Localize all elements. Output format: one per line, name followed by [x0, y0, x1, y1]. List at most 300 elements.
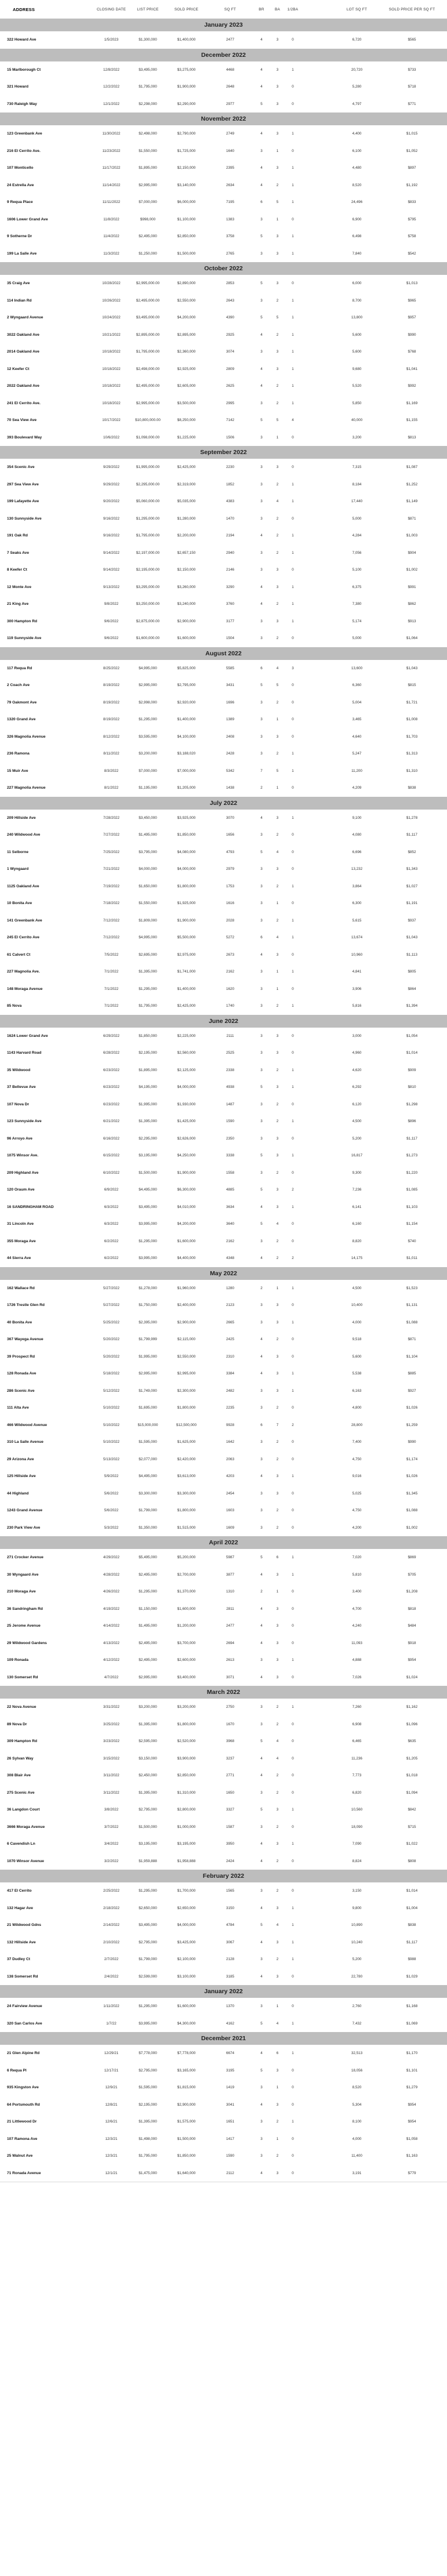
- cell-br: 5: [260, 683, 263, 688]
- cell-ba: 1: [276, 2136, 279, 2141]
- table-row: [0, 1199, 447, 1217]
- cell-closing-date: 7/12/2022: [103, 918, 119, 923]
- table-row: [0, 395, 447, 413]
- cell-closing-date: 5/3/2022: [104, 1525, 119, 1530]
- cell-ba: 2: [276, 1119, 279, 1124]
- cell-lot-sq-ft: 8,700: [352, 298, 362, 303]
- cell-sq-ft: 1616: [226, 901, 234, 906]
- cell-sold-price-per-sq-ft: $871: [408, 1337, 416, 1342]
- table-row: [0, 326, 447, 344]
- cell-closing-date: 8/19/2022: [103, 683, 119, 688]
- cell-sold-price-per-sq-ft: $990: [408, 332, 416, 337]
- cell-sold-price: $1,515,000: [177, 1525, 196, 1530]
- cell-sold-price: $2,550,000: [177, 1354, 196, 1359]
- table-row: [0, 1164, 447, 1182]
- cell-sq-ft: 2634: [226, 183, 234, 187]
- cell-half-ba: 0: [292, 217, 294, 222]
- cell-sq-ft: 2482: [226, 1388, 234, 1393]
- cell-sold-price: $1,310,000: [177, 1790, 196, 1795]
- cell-list-price: $1,795,000.00: [136, 534, 160, 538]
- cell-sold-price-per-sq-ft: $1,014: [406, 1051, 418, 1055]
- cell-lot-sq-ft: 20,720: [351, 67, 363, 72]
- cell-lot-sq-ft: 4,000: [352, 2136, 362, 2141]
- cell-sold-price: $3,195,000: [177, 1842, 196, 1846]
- cell-sq-ft: 4390: [226, 315, 234, 320]
- cell-sold-price-per-sq-ft: $740: [408, 1239, 416, 1243]
- cell-list-price: $2,595,000: [139, 1739, 157, 1744]
- cell-ba: 3: [276, 1606, 279, 1611]
- cell-sq-ft: 1470: [226, 516, 234, 521]
- cell-br: 3: [260, 2004, 263, 2009]
- table-row: [0, 459, 447, 477]
- cell-sold-price-per-sq-ft: $1,004: [406, 1906, 418, 1910]
- table-row: [0, 2165, 447, 2183]
- cell-sold-price: $1,741,000: [177, 970, 196, 974]
- cell-half-ba: 0: [292, 901, 294, 906]
- cell-sq-ft: 2940: [226, 550, 234, 555]
- cell-lot-sq-ft: 5,600: [352, 350, 362, 354]
- cell-lot-sq-ft: 4,284: [352, 534, 362, 538]
- cell-ba: 3: [276, 1188, 279, 1192]
- column-header-row: [0, 0, 447, 19]
- cell-br: 3: [260, 1508, 263, 1513]
- cell-address: 935 Kingston Ave: [7, 2085, 39, 2090]
- cell-closing-date: 4/26/2022: [103, 1590, 119, 1594]
- table-row: [0, 1096, 447, 1114]
- table-row: [0, 981, 447, 999]
- cell-sq-ft: 4885: [226, 1188, 234, 1192]
- cell-br: 3: [260, 251, 263, 256]
- table-row: [0, 125, 447, 143]
- cell-lot-sq-ft: 40,000: [351, 418, 363, 423]
- cell-br: 3: [260, 350, 263, 354]
- cell-sold-price-per-sq-ft: $810: [408, 1085, 416, 1090]
- cell-br: 3: [260, 499, 263, 504]
- cell-closing-date: 7/12/2022: [103, 935, 119, 940]
- cell-ba: 3: [276, 1303, 279, 1308]
- cell-sq-ft: 2424: [226, 1859, 234, 1863]
- cell-ba: 2: [276, 1170, 279, 1175]
- table-row: [0, 1233, 447, 1251]
- cell-sq-ft: 5585: [226, 666, 234, 670]
- cell-half-ba: 1: [292, 234, 294, 239]
- cell-ba: 2: [276, 1102, 279, 1106]
- cell-sq-ft: 1487: [226, 1102, 234, 1106]
- cell-closing-date: 11/11/2022: [102, 200, 121, 205]
- cell-ba: 3: [276, 85, 279, 89]
- cell-ba: 2: [276, 550, 279, 555]
- cell-br: 4: [260, 1940, 263, 1944]
- cell-address: 1075 Winsor Ave.: [7, 1153, 39, 1158]
- cell-ba: 3: [276, 568, 279, 572]
- cell-sold-price: $1,600,000: [177, 2004, 196, 2009]
- cell-sold-price: $2,360,000: [177, 350, 196, 354]
- cell-list-price: $1,809,000: [139, 918, 157, 923]
- cell-list-price: $2,298,000: [139, 101, 157, 106]
- cell-sold-price: $4,000,000: [177, 867, 196, 872]
- cell-br: 3: [260, 1303, 263, 1308]
- cell-list-price: $1,795,000: [139, 2154, 157, 2158]
- cell-list-price: $1,750,000: [139, 1303, 157, 1308]
- cell-closing-date: 3/15/2022: [103, 1756, 119, 1761]
- cell-address: 21 King Ave: [7, 602, 29, 607]
- cell-sq-ft: 2162: [226, 1239, 234, 1243]
- cell-lot-sq-ft: 8,100: [352, 2120, 362, 2124]
- cell-closing-date: 3/7/2022: [104, 1824, 119, 1829]
- cell-sq-ft: 2338: [226, 1068, 234, 1072]
- cell-sold-price: $5,035,000: [177, 499, 196, 504]
- cell-lot-sq-ft: 4,797: [352, 101, 362, 106]
- cell-address: 3666 Moraga Avenue: [7, 1824, 45, 1829]
- cell-br: 5: [260, 850, 263, 854]
- table-row: [0, 1853, 447, 1871]
- cell-address: 1606 Lower Grand Ave: [7, 217, 48, 222]
- cell-closing-date: 2/4/2022: [104, 1974, 119, 1979]
- cell-address: 300 Hampton Rd: [7, 619, 38, 623]
- cell-br: 3: [260, 918, 263, 923]
- cell-sq-ft: 2979: [226, 867, 234, 872]
- cell-sold-price-per-sq-ft: $1,205: [406, 1756, 418, 1761]
- cell-half-ba: 0: [292, 568, 294, 572]
- cell-sq-ft: 1419: [226, 2085, 234, 2090]
- cell-ba: 1: [276, 717, 279, 722]
- cell-lot-sq-ft: 4,888: [352, 1658, 362, 1663]
- cell-sold-price: $1,600,000: [177, 1606, 196, 1611]
- cell-closing-date: 10/26/2022: [102, 298, 121, 303]
- cell-br: 4: [260, 183, 263, 187]
- cell-br: 3: [260, 1320, 263, 1325]
- cell-br: 3: [260, 550, 263, 555]
- cell-br: 4: [260, 1606, 263, 1611]
- cell-half-ba: 1: [292, 619, 294, 623]
- cell-half-ba: 1: [292, 1119, 294, 1124]
- cell-br: 3: [260, 1004, 263, 1008]
- cell-half-ba: 0: [292, 1303, 294, 1308]
- cell-closing-date: 8/12/2022: [103, 734, 119, 739]
- cell-half-ba: 1: [292, 132, 294, 136]
- cell-lot-sq-ft: 10,560: [351, 1808, 363, 1812]
- cell-br: 3: [260, 1406, 263, 1410]
- cell-address: 61 Calvert Ct: [7, 952, 31, 957]
- cell-sold-price: $4,400,000: [177, 1256, 196, 1261]
- cell-br: 4: [260, 367, 263, 371]
- cell-ba: 6: [276, 2051, 279, 2056]
- cell-closing-date: 10/18/2022: [102, 384, 121, 389]
- cell-ba: 2: [276, 1440, 279, 1445]
- table-row: [0, 1297, 447, 1315]
- cell-closing-date: 3/4/2022: [104, 1842, 119, 1846]
- cell-lot-sq-ft: 10,960: [351, 952, 363, 957]
- table-row: [0, 1502, 447, 1520]
- table-row: [0, 1028, 447, 1046]
- cell-sq-ft: 2425: [226, 1337, 234, 1342]
- cell-half-ba: 0: [292, 850, 294, 854]
- cell-sq-ft: 3968: [226, 1739, 234, 1744]
- cell-sq-ft: 1670: [226, 1722, 234, 1726]
- cell-address: 230 Park View Ave: [7, 1525, 41, 1530]
- cell-lot-sq-ft: 8,820: [352, 1239, 362, 1243]
- cell-half-ba: 1: [292, 1153, 294, 1158]
- cell-closing-date: 6/3/2022: [104, 1222, 119, 1227]
- cell-list-price: $2,995,000: [139, 183, 157, 187]
- table-row: [0, 1767, 447, 1785]
- cell-br: 3: [260, 1722, 263, 1726]
- cell-sold-price-per-sq-ft: $869: [408, 1555, 416, 1560]
- cell-lot-sq-ft: 7,056: [352, 550, 362, 555]
- cell-half-ba: 0: [292, 1508, 294, 1513]
- cell-lot-sq-ft: 3,906: [352, 986, 362, 991]
- cell-closing-date: 6/16/2022: [103, 1136, 119, 1141]
- cell-list-price: $3,295,000.00: [136, 585, 160, 589]
- cell-br: 3: [260, 2085, 263, 2090]
- cell-address: 138 Somerset Rd: [7, 1974, 38, 1979]
- table-row: [0, 2015, 447, 2033]
- cell-sold-price: $2,520,000: [177, 1739, 196, 1744]
- cell-address: 123 Greenbank Ave: [7, 132, 42, 136]
- cell-lot-sq-ft: 7,773: [352, 1773, 362, 1778]
- month-header: October 2022: [0, 262, 447, 275]
- cell-list-price: $1,995,000: [139, 1102, 157, 1106]
- cell-half-ba: 0: [292, 1457, 294, 1461]
- cell-sold-price-per-sq-ft: $484: [408, 1624, 416, 1628]
- cell-closing-date: 10/21/2022: [102, 332, 121, 337]
- cell-br: 4: [260, 1624, 263, 1628]
- cell-sold-price-per-sq-ft: $715: [408, 1824, 416, 1829]
- cell-sq-ft: 3067: [226, 1940, 234, 1944]
- cell-sq-ft: 3237: [226, 1756, 234, 1761]
- cell-address: 85 Nova: [7, 1004, 22, 1008]
- cell-sold-price-per-sq-ft: $542: [408, 251, 416, 256]
- cell-br: 4: [260, 2171, 263, 2175]
- cell-ba: 3: [276, 1675, 279, 1679]
- cell-closing-date: 1/11/2022: [103, 2004, 119, 2009]
- cell-ba: 3: [276, 867, 279, 872]
- cell-ba: 3: [276, 101, 279, 106]
- cell-list-price: $1,295,000: [139, 2004, 157, 2009]
- cell-list-price: $2,195,000.00: [136, 568, 160, 572]
- cell-sq-ft: 3195: [226, 2068, 234, 2073]
- cell-sold-price-per-sq-ft: $1,273: [406, 1153, 418, 1158]
- cell-sold-price-per-sq-ft: $1,088: [406, 1508, 418, 1513]
- cell-br: 2: [260, 1590, 263, 1594]
- cell-lot-sq-ft: 11,200: [351, 768, 362, 773]
- cell-list-price: $2,795,000: [139, 2068, 157, 2073]
- cell-address: 275 Scenic Ave: [7, 1790, 35, 1795]
- cell-br: 4: [260, 1474, 263, 1479]
- cell-list-price: $5,495,000: [139, 1555, 157, 1560]
- cell-address: 9 Sotherne Dr: [7, 234, 32, 239]
- cell-half-ba: 1: [292, 499, 294, 504]
- cell-lot-sq-ft: 3,000: [352, 1033, 362, 1038]
- cell-half-ba: 1: [292, 183, 294, 187]
- cell-list-price: $2,998,000: [139, 700, 157, 705]
- cell-half-ba: 4: [292, 418, 294, 423]
- cell-closing-date: 6/10/2022: [103, 1170, 119, 1175]
- cell-br: 6: [260, 935, 263, 940]
- cell-br: 3: [260, 2154, 263, 2158]
- cell-sold-price-per-sq-ft: $1,523: [406, 1286, 418, 1290]
- cell-half-ba: 1: [292, 1842, 294, 1846]
- cell-sq-ft: 1389: [226, 717, 234, 722]
- cell-address: 322 Howard Ave: [7, 38, 37, 42]
- table-row: [0, 1951, 447, 1969]
- cell-br: 4: [260, 815, 263, 820]
- cell-sold-price: $5,500,000: [177, 935, 196, 940]
- cell-br: 4: [260, 1354, 263, 1359]
- cell-sold-price: $2,975,000: [177, 952, 196, 957]
- cell-address: 310 La Salle Avenue: [7, 1440, 43, 1445]
- cell-sold-price-per-sq-ft: $1,026: [406, 1406, 418, 1410]
- cell-lot-sq-ft: 4,800: [352, 1406, 362, 1410]
- cell-list-price: $2,077,000: [139, 1457, 157, 1461]
- cell-ba: 2: [276, 1256, 279, 1261]
- cell-sold-price: $1,960,000: [177, 1286, 196, 1290]
- cell-br: 4: [260, 132, 263, 136]
- cell-list-price: $1,295,000.00: [136, 516, 160, 521]
- cell-address: 132 Hillside Ave: [7, 1940, 36, 1944]
- cell-closing-date: 4/12/2022: [103, 1658, 119, 1663]
- cell-list-price: $1,475,000: [139, 2171, 157, 2175]
- cell-br: 3: [260, 986, 263, 991]
- cell-sold-price-per-sq-ft: $927: [408, 1388, 416, 1393]
- cell-ba: 4: [276, 2021, 279, 2026]
- cell-br: 5: [260, 1808, 263, 1812]
- table-row: [0, 78, 447, 96]
- table-row: [0, 378, 447, 396]
- cell-sold-price-per-sq-ft: $897: [408, 166, 416, 170]
- cell-list-price: $3,495,000: [139, 1923, 157, 1928]
- cell-sold-price-per-sq-ft: $1,103: [406, 1204, 418, 1209]
- cell-list-price: $2,875,000.00: [136, 619, 160, 623]
- cell-sq-ft: 9928: [226, 1423, 234, 1427]
- cell-sq-ft: 3338: [226, 1153, 234, 1158]
- cell-list-price: $1,595,000: [139, 1440, 157, 1445]
- table-row: [0, 1882, 447, 1900]
- cell-br: 3: [260, 1525, 263, 1530]
- cell-sq-ft: 2694: [226, 1641, 234, 1645]
- cell-sold-price: $2,790,000: [177, 132, 196, 136]
- cell-half-ba: 2: [292, 1423, 294, 1427]
- cell-address: 25 Jerome Avenue: [7, 1624, 41, 1628]
- cell-sq-ft: 1640: [226, 148, 234, 153]
- cell-address: 25 Walnut Ave: [7, 2154, 33, 2158]
- cell-sold-price-per-sq-ft: $1,343: [406, 867, 418, 872]
- cell-ba: 2: [276, 1239, 279, 1243]
- cell-closing-date: 5/27/2022: [103, 1286, 119, 1290]
- table-row: [0, 660, 447, 678]
- cell-closing-date: 5/10/2022: [103, 1423, 119, 1427]
- cell-half-ba: 1: [292, 2021, 294, 2026]
- cell-sold-price: $3,100,000: [177, 1974, 196, 1979]
- cell-br: 2: [260, 786, 263, 790]
- cell-lot-sq-ft: 4,500: [352, 1286, 362, 1290]
- cell-closing-date: 2/18/2022: [103, 1906, 119, 1910]
- cell-address: 44 Highland: [7, 1491, 29, 1496]
- cell-closing-date: 5/12/2022: [103, 1388, 119, 1393]
- cell-lot-sq-ft: 7,090: [352, 1842, 362, 1846]
- cell-br: 4: [260, 2051, 263, 2056]
- cell-list-price: $2,195,000: [139, 1051, 157, 1055]
- cell-sold-price: $1,850,000: [177, 833, 196, 837]
- cell-sold-price: $3,613,000: [177, 1474, 196, 1479]
- cell-sold-price: $3,240,000: [177, 602, 196, 607]
- cell-list-price: $2,995,000: [139, 1372, 157, 1376]
- cell-address: 96 Arroyo Ave: [7, 1136, 32, 1141]
- cell-closing-date: 5/27/2022: [103, 1303, 119, 1308]
- cell-closing-date: 12/9/21: [105, 2085, 118, 2090]
- cell-half-ba: 0: [292, 1354, 294, 1359]
- table-row: [0, 1130, 447, 1148]
- cell-sold-price-per-sq-ft: $1,094: [406, 1790, 418, 1795]
- cell-closing-date: 6/9/2022: [104, 1188, 119, 1192]
- cell-address: 1 Wyngaard: [7, 867, 29, 872]
- cell-sold-price: $3,425,000: [177, 1940, 196, 1944]
- cell-sq-ft: 3634: [226, 1204, 234, 1209]
- cell-ba: 3: [276, 132, 279, 136]
- cell-sq-ft: 1650: [226, 1790, 234, 1795]
- cell-br: 3: [260, 2136, 263, 2141]
- cell-lot-sq-ft: 14,175: [351, 1256, 363, 1261]
- cell-half-ba: 1: [292, 768, 294, 773]
- cell-br: 4: [260, 38, 263, 42]
- cell-br: 5: [260, 234, 263, 239]
- cell-br: 3: [260, 1889, 263, 1893]
- cell-lot-sq-ft: 3,200: [352, 435, 362, 440]
- cell-sold-price: $2,605,000: [177, 384, 196, 389]
- cell-sold-price: $2,425,000: [177, 465, 196, 470]
- cell-ba: 4: [276, 1739, 279, 1744]
- cell-sold-price: $1,425,000: [177, 1119, 196, 1124]
- table-row: [0, 343, 447, 361]
- cell-lot-sq-ft: 8,184: [352, 482, 362, 487]
- cell-lot-sq-ft: 13,674: [351, 935, 363, 940]
- cell-list-price: $3,450,000: [139, 815, 157, 820]
- header-address: ADDRESS: [13, 6, 35, 12]
- cell-sq-ft: 2063: [226, 1457, 234, 1461]
- table-row: [0, 1733, 447, 1751]
- cell-sq-ft: 2977: [226, 101, 234, 106]
- cell-half-ba: 1: [292, 482, 294, 487]
- cell-sold-price: $1,625,000: [177, 1440, 196, 1445]
- cell-sq-ft: 2454: [226, 1491, 234, 1496]
- table-row: [0, 1383, 447, 1401]
- cell-closing-date: 8/19/2022: [103, 700, 119, 705]
- cell-list-price: $1,795,000: [139, 85, 157, 89]
- cell-list-price: $1,799,000: [139, 1957, 157, 1962]
- cell-closing-date: 12/8/2022: [103, 67, 119, 72]
- cell-address: 209 Highland Ave: [7, 1170, 39, 1175]
- cell-br: 3: [260, 1239, 263, 1243]
- cell-half-ba: 1: [292, 315, 294, 320]
- cell-list-price: $2,650,000: [139, 1906, 157, 1910]
- cell-ba: 3: [276, 585, 279, 589]
- cell-sold-price-per-sq-ft: $913: [408, 619, 416, 623]
- table-row: [0, 228, 447, 246]
- cell-address: 111 Alta Ave: [7, 1406, 29, 1410]
- cell-closing-date: 1/7/22: [106, 2021, 117, 2026]
- cell-sold-price-per-sq-ft: $565: [408, 38, 416, 42]
- table-row: [0, 1801, 447, 1819]
- cell-sold-price: $1,815,000: [177, 2085, 196, 2090]
- cell-ba: 2: [276, 534, 279, 538]
- table-row: [0, 826, 447, 844]
- cell-half-ba: 0: [292, 2136, 294, 2141]
- cell-half-ba: 1: [292, 534, 294, 538]
- cell-list-price: $1,749,000: [139, 1388, 157, 1393]
- cell-sq-ft: 4162: [226, 2021, 234, 2026]
- cell-ba: 4: [276, 1756, 279, 1761]
- table-row: [0, 844, 447, 862]
